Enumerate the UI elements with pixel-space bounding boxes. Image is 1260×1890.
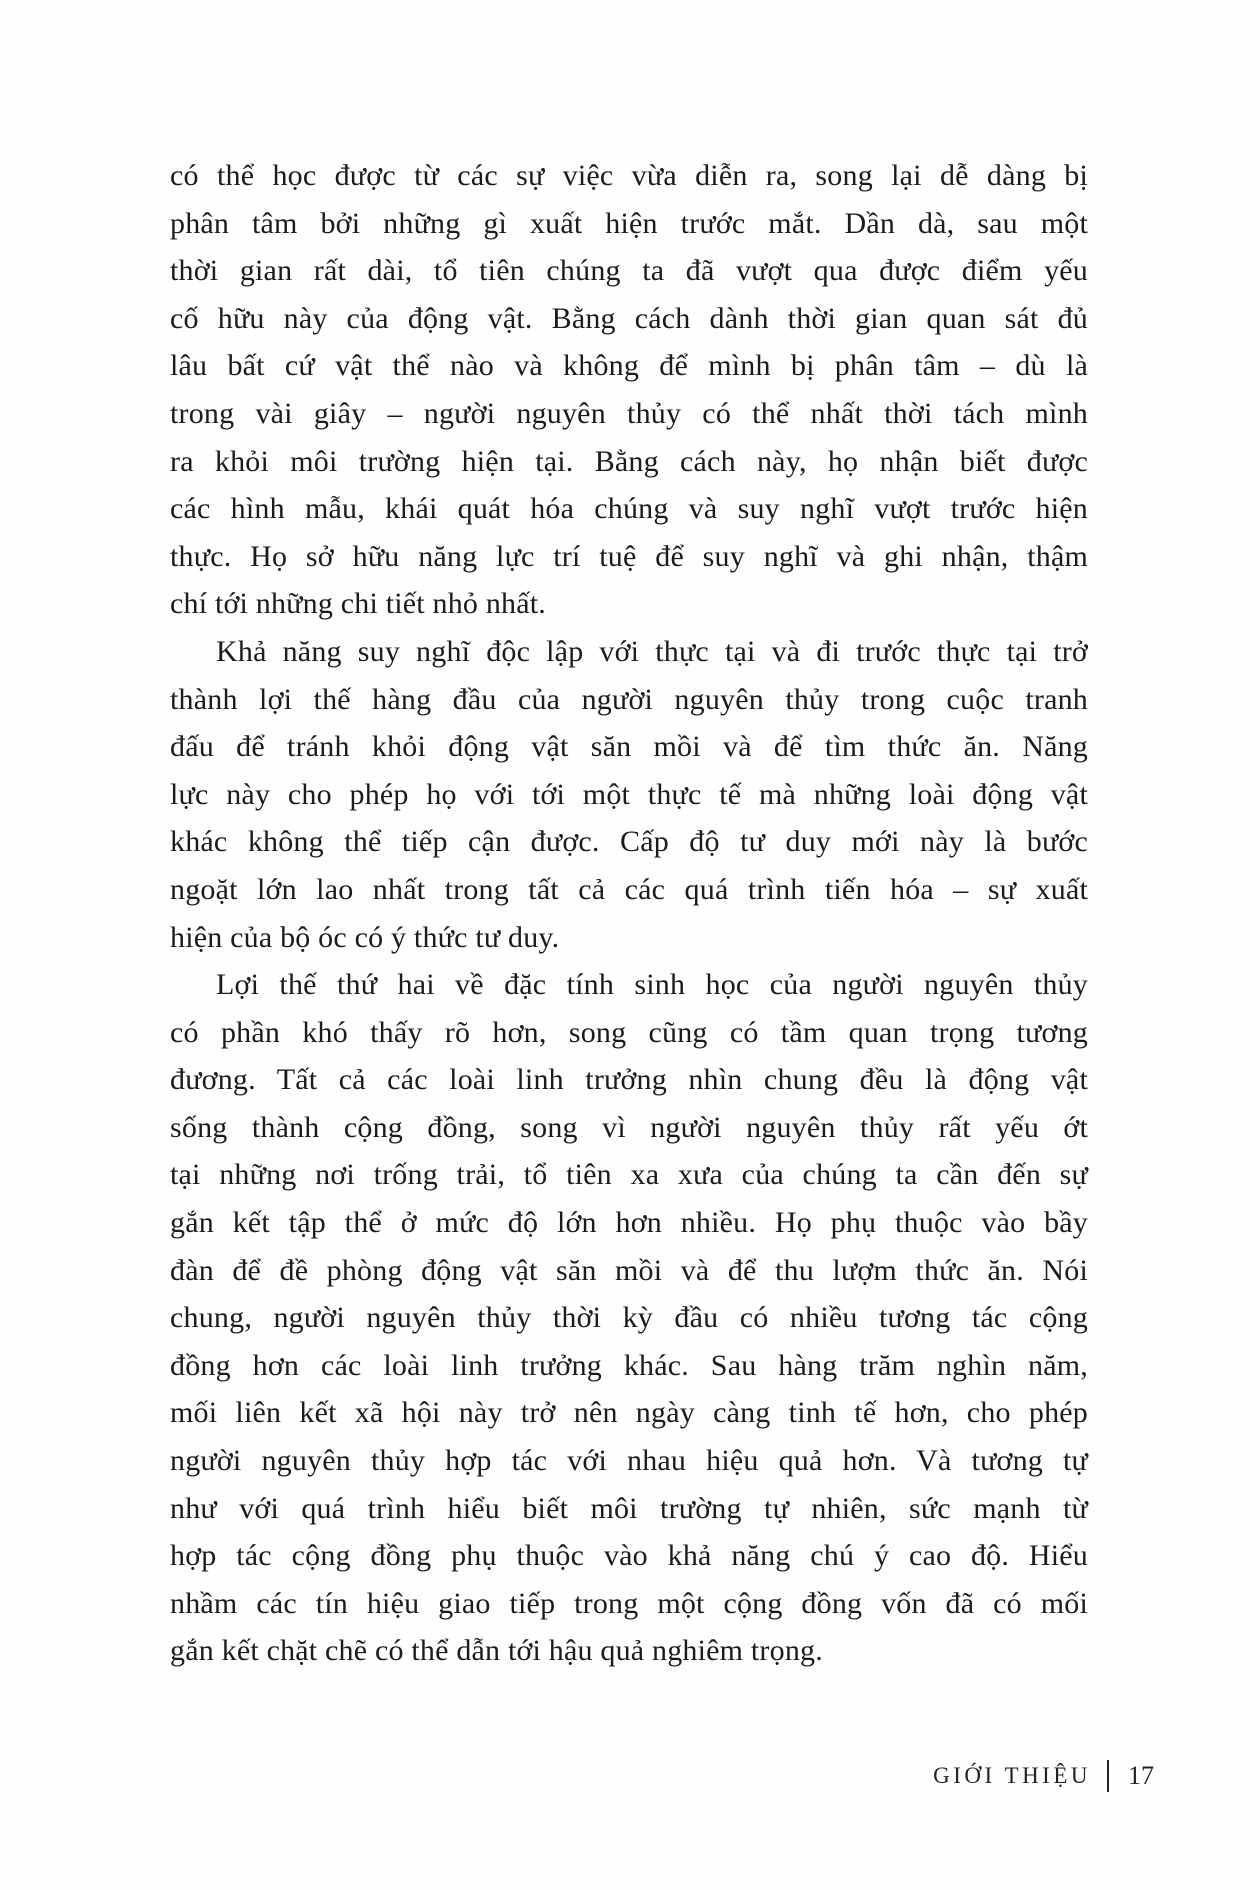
text-line: trong vài giây – người nguyên thủy có thể nhất thời tách mình: [170, 396, 1088, 430]
text-line: thành lợi thế hàng đầu của người nguyên thủy trong cuộc tranh: [170, 682, 1088, 716]
text-line: khác không thể tiếp cận được. Cấp độ tư duy mới này là bước: [170, 825, 1088, 859]
text-line: đàn để đề phòng động vật săn mồi và để thu lượm thức ăn. Nói: [170, 1253, 1088, 1287]
text-line: ra khỏi môi trường hiện tại. Bằng cách này, họ nhận biết được: [170, 444, 1088, 478]
footer-section-label: GIỚI THIỆU: [933, 1763, 1091, 1788]
text-line: đương. Tất cả các loài linh trưởng nhìn chung đều là động vật: [170, 1063, 1088, 1097]
paragraph: [170, 152, 1088, 628]
text-line: có thể học được từ các sự việc vừa diễn ra, song lại dễ dàng bị: [170, 159, 1088, 192]
text-line: ngoặt lớn lao nhất trong tất cả các quá trình tiến hóa – sự xuất: [170, 872, 1088, 906]
text-line: đồng hơn các loài linh trưởng khác. Sau hàng trăm nghìn năm,: [170, 1348, 1088, 1382]
text-line: thực. Họ sở hữu năng lực trí tuệ để suy nghĩ và ghi nhận, thậm: [170, 539, 1088, 573]
text-line: có phần khó thấy rõ hơn, song cũng có tầm quan trọng tương: [170, 1015, 1088, 1049]
text-line: gắn kết chặt chẽ có thể dẫn tới hậu quả nghiêm trọng.: [170, 1634, 823, 1668]
text-line: cố hữu này của động vật. Bằng cách dành thời gian quan sát đủ: [170, 301, 1088, 335]
text-line: mối liên kết xã hội này trở nên ngày càng tinh tế hơn, cho phép: [170, 1396, 1088, 1430]
text-line: chí tới những chi tiết nhỏ nhất.: [170, 587, 546, 621]
text-line: hợp tác cộng đồng phụ thuộc vào khả năng chú ý cao độ. Hiểu: [170, 1539, 1088, 1573]
text-line: các hình mẫu, khái quát hóa chúng và suy nghĩ vượt trước hiện: [170, 492, 1088, 526]
text-line: gắn kết tập thể ở mức độ lớn hơn nhiều. Họ phụ thuộc vào bầy: [170, 1206, 1088, 1240]
text-line: tại những nơi trống trải, tổ tiên xa xưa của chúng ta cần đến sự: [170, 1158, 1088, 1192]
footer-divider: [1107, 1760, 1109, 1792]
paragraph: [170, 961, 1088, 1675]
text-line: chung, người nguyên thủy thời kỳ đầu có nhiều tương tác cộng: [170, 1301, 1088, 1335]
text-line: sống thành cộng đồng, song vì người nguyên thủy rất yếu ớt: [170, 1110, 1088, 1144]
text-line: như với quá trình hiểu biết môi trường tự nhiên, sức mạnh từ: [170, 1491, 1088, 1525]
footer-page-number: 17: [1128, 1761, 1154, 1790]
text-line: lâu bất cứ vật thể nào và không để mình bị phân tâm – dù là: [170, 349, 1088, 383]
text-line: Lợi thế thứ hai về đặc tính sinh học của người nguyên thủy: [216, 968, 1088, 1002]
text-line: lực này cho phép họ với tới một thực tế mà những loài động vật: [170, 777, 1088, 811]
text-line: Khả năng suy nghĩ độc lập với thực tại và đi trước thực tại trở: [216, 634, 1088, 668]
text-line: nhầm các tín hiệu giao tiếp trong một cộng đồng vốn đã có mối: [170, 1586, 1088, 1620]
text-line: thời gian rất dài, tổ tiên chúng ta đã vượt qua được điểm yếu: [170, 254, 1088, 288]
text-line: phân tâm bởi những gì xuất hiện trước mắt. Dần dà, sau một: [170, 206, 1088, 240]
page-footer: [933, 1756, 1154, 1796]
text-block: [170, 152, 1088, 1675]
text-line: người nguyên thủy hợp tác với nhau hiệu quả hơn. Và tương tự: [170, 1444, 1088, 1478]
text-line: hiện của bộ óc có ý thức tư duy.: [170, 920, 560, 954]
paragraph: [170, 628, 1088, 961]
text-line: đấu để tránh khỏi động vật săn mồi và để tìm thức ăn. Năng: [170, 730, 1088, 764]
